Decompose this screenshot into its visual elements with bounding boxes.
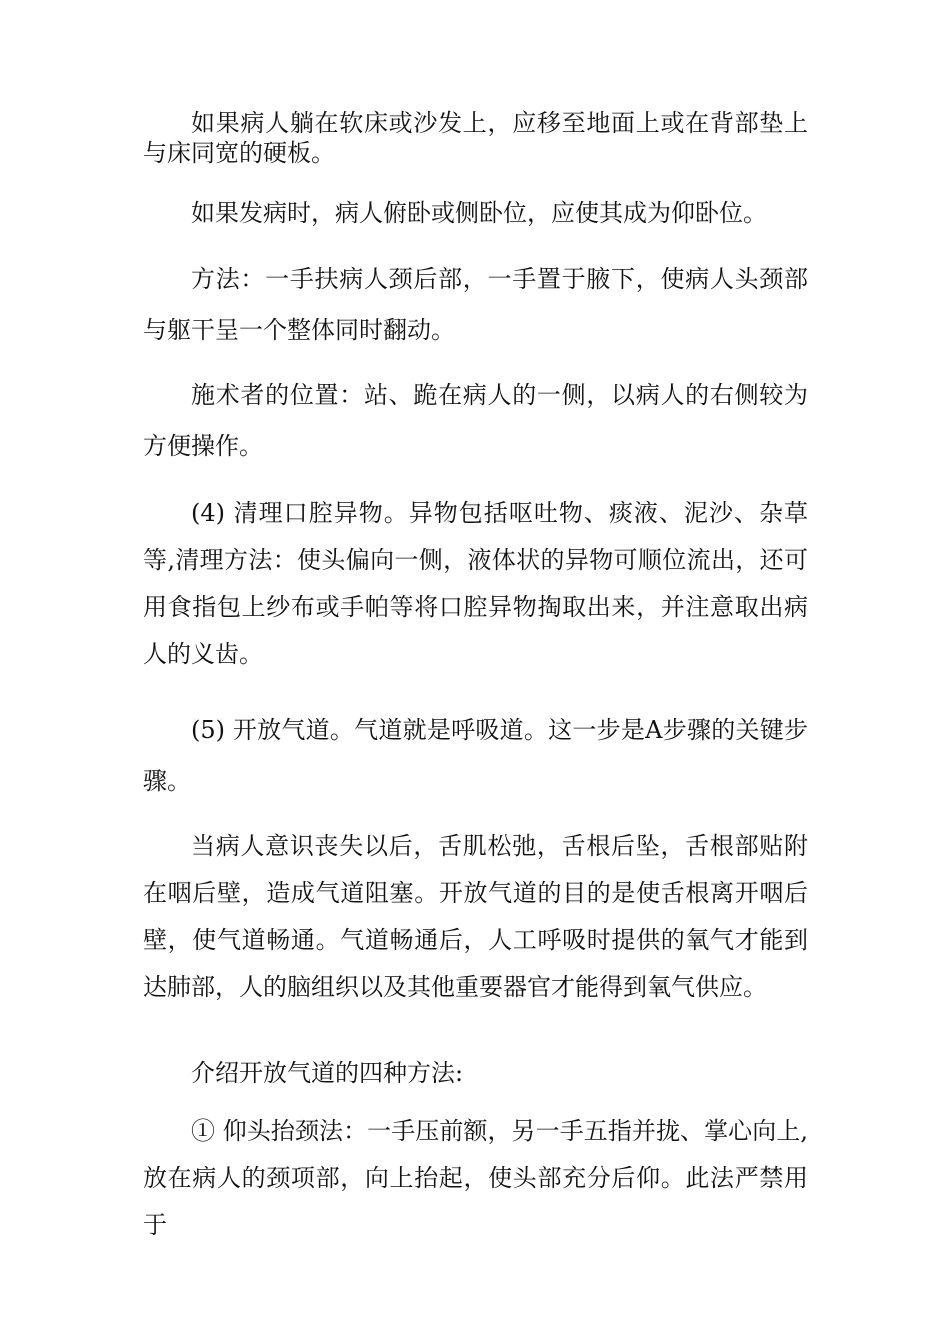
- paragraph-9: ① 仰头抬颈法：一手压前额，另一手五指并拢、掌心向上,放在病人的颈项部，向上抬起，使头部充分后仰。此法严禁用于: [143, 1117, 808, 1239]
- paragraph-6: (5) 开放气道。气道就是呼吸道。这一步是A步骤的关键步骤。: [143, 716, 808, 795]
- paragraph-2: 如果发病时，病人俯卧或侧卧位，应使其成为仰卧位。: [191, 199, 767, 227]
- paragraph-1: 如果病人躺在软床或沙发上，应移至地面上或在背部垫上与床同宽的硬板。: [143, 109, 808, 167]
- paragraph-7: 当病人意识丧失以后，舌肌松弛，舌根后坠，舌根部贴附在咽后壁，造成气道阻塞。开放气道的目的是使舌根离开咽后壁，使气道畅通。气道畅通后，人工呼吸时提供的氧气才能到达肺部，人的脑组织以及其他重要器官才能得到氧气供应。: [143, 832, 808, 1001]
- paragraph-5: (4) 清理口腔异物。异物包括呕吐物、痰液、泥沙、杂草等,清理方法：使头偏向一侧，液体状的异物可顺位流出，还可用食指包上纱布或手帕等将口腔异物掏取出来，并注意取出病人的义齿。: [143, 499, 808, 668]
- paragraph-4: 施术者的位置：站、跪在病人的一侧，以病人的右侧较为方便操作。: [143, 381, 808, 460]
- paragraph-3: 方法：一手扶病人颈后部，一手置于腋下，使病人头颈部与躯干呈一个整体同时翻动。: [143, 265, 808, 344]
- paragraph-8: 介绍开放气道的四种方法:: [191, 1059, 464, 1087]
